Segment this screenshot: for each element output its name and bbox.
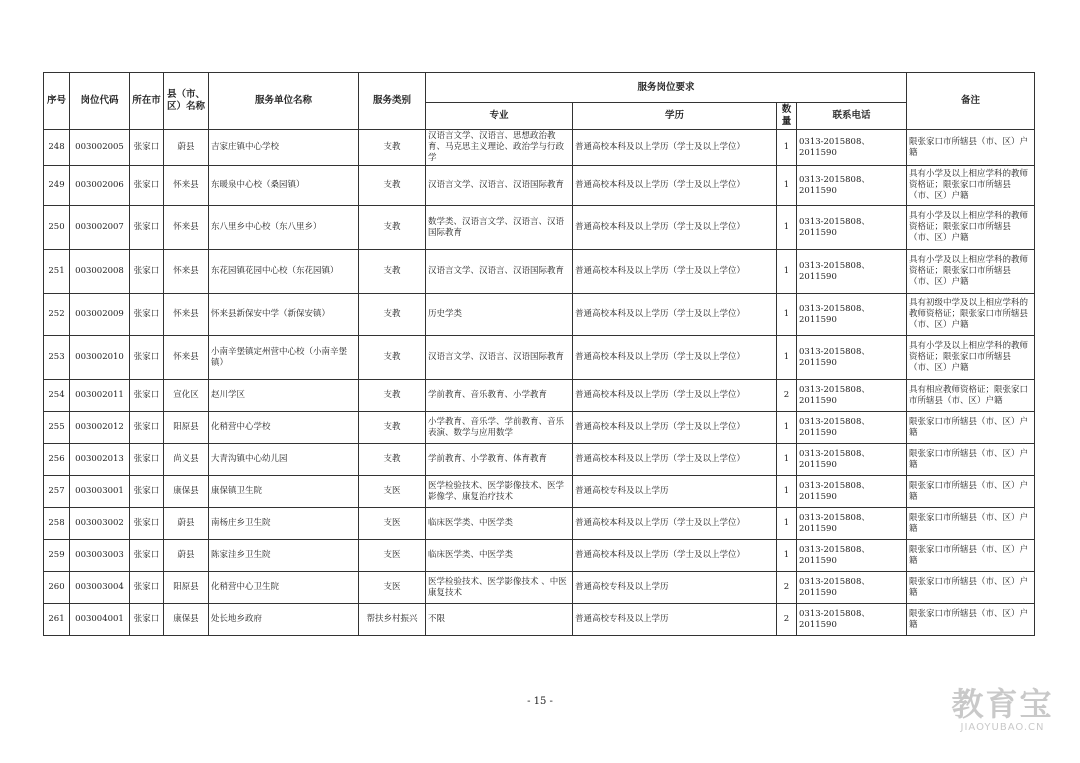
- cell-remark: 限张家口市所辖县（市、区）户籍: [907, 540, 1035, 572]
- cell-education: 普通高校本科及以上学历（学士及以上学位）: [573, 444, 777, 476]
- header-service: 服务类别: [359, 73, 426, 130]
- table-row: [44, 130, 1035, 166]
- watermark-cn: 教育宝: [951, 685, 1054, 723]
- cell-education: 普通高校本科及以上学历（学士及以上学位）: [573, 380, 777, 412]
- cell-service: 支医: [359, 540, 426, 572]
- cell-service: 支教: [359, 166, 426, 206]
- cell-quantity: 1: [777, 476, 797, 508]
- cell-county: 尚义县: [164, 444, 209, 476]
- cell-seq: 257: [44, 476, 70, 508]
- cell-remark: 限张家口市所辖县（市、区）户籍: [907, 412, 1035, 444]
- cell-unit: 陈家洼乡卫生院: [209, 540, 359, 572]
- cell-major: 汉语言文学、汉语言、汉语国际教育: [426, 336, 573, 380]
- cell-unit: 东八里乡中心校（东八里乡）: [209, 206, 359, 250]
- cell-education: 普通高校本科及以上学历（学士及以上学位）: [573, 130, 777, 166]
- header-county: 县（市、区）名称: [164, 73, 209, 130]
- cell-seq: 261: [44, 604, 70, 636]
- cell-education: 普通高校本科及以上学历（学士及以上学位）: [573, 336, 777, 380]
- cell-seq: 250: [44, 206, 70, 250]
- cell-seq: 253: [44, 336, 70, 380]
- cell-seq: 256: [44, 444, 70, 476]
- cell-remark: 限张家口市所辖县（市、区）户籍: [907, 476, 1035, 508]
- cell-code: 003003001: [70, 476, 130, 508]
- cell-major: 临床医学类、中医学类: [426, 540, 573, 572]
- cell-quantity: 1: [777, 444, 797, 476]
- cell-phone: 0313-2015808、2011590: [797, 540, 907, 572]
- cell-major: 医学检验技术、医学影像技术、医学影像学、康复治疗技术: [426, 476, 573, 508]
- cell-phone: 0313-2015808、2011590: [797, 508, 907, 540]
- cell-major: 汉语言文学、汉语言、汉语国际教育: [426, 250, 573, 294]
- cell-county: 蔚县: [164, 508, 209, 540]
- header-unit: 服务单位名称: [209, 73, 359, 130]
- cell-seq: 258: [44, 508, 70, 540]
- cell-code: 003002008: [70, 250, 130, 294]
- cell-code: 003003003: [70, 540, 130, 572]
- cell-remark: 限张家口市所辖县（市、区）户籍: [907, 572, 1035, 604]
- table-row: [44, 206, 1035, 250]
- header-phone: 联系电话: [797, 103, 907, 130]
- cell-city: 张家口: [130, 294, 164, 336]
- cell-city: 张家口: [130, 206, 164, 250]
- cell-quantity: 1: [777, 250, 797, 294]
- cell-remark: 具有相应教师资格证；限张家口市所辖县（市、区）户籍: [907, 380, 1035, 412]
- cell-phone: 0313-2015808、2011590: [797, 130, 907, 166]
- cell-remark: 具有小学及以上相应学科的教师资格证；限张家口市所辖县（市、区）户籍: [907, 166, 1035, 206]
- cell-service: 支教: [359, 250, 426, 294]
- cell-unit: 赵川学区: [209, 380, 359, 412]
- table-row: [44, 166, 1035, 206]
- cell-county: 怀来县: [164, 206, 209, 250]
- cell-city: 张家口: [130, 604, 164, 636]
- cell-county: 宣化区: [164, 380, 209, 412]
- cell-education: 普通高校本科及以上学历（学士及以上学位）: [573, 508, 777, 540]
- cell-service: 支教: [359, 380, 426, 412]
- cell-service: 支教: [359, 206, 426, 250]
- cell-education: 普通高校本科及以上学历（学士及以上学位）: [573, 412, 777, 444]
- cell-quantity: 1: [777, 294, 797, 336]
- cell-unit: 怀来县新保安中学（新保安镇）: [209, 294, 359, 336]
- cell-major: 学前教育、音乐教育、小学教育: [426, 380, 573, 412]
- cell-city: 张家口: [130, 380, 164, 412]
- table-row: [44, 412, 1035, 444]
- cell-county: 蔚县: [164, 540, 209, 572]
- cell-seq: 249: [44, 166, 70, 206]
- cell-quantity: 1: [777, 508, 797, 540]
- cell-city: 张家口: [130, 130, 164, 166]
- cell-quantity: 2: [777, 572, 797, 604]
- cell-code: 003004001: [70, 604, 130, 636]
- cell-code: 003002010: [70, 336, 130, 380]
- cell-major: 小学教育、音乐学、学前教育、音乐表演、数学与应用数学: [426, 412, 573, 444]
- cell-major: 汉语言文学、汉语言、思想政治教育、马克思主义理论、政治学与行政学: [426, 130, 573, 166]
- cell-quantity: 2: [777, 380, 797, 412]
- header-requirements: 服务岗位要求: [426, 73, 907, 103]
- cell-quantity: 1: [777, 166, 797, 206]
- cell-phone: 0313-2015808、2011590: [797, 336, 907, 380]
- cell-seq: 254: [44, 380, 70, 412]
- cell-phone: 0313-2015808、2011590: [797, 604, 907, 636]
- cell-unit: 东花园镇花园中心校（东花园镇）: [209, 250, 359, 294]
- cell-remark: 具有初级中学及以上相应学科的教师资格证；限张家口市所辖县（市、区）户籍: [907, 294, 1035, 336]
- cell-city: 张家口: [130, 412, 164, 444]
- cell-seq: 255: [44, 412, 70, 444]
- cell-remark: 限张家口市所辖县（市、区）户籍: [907, 444, 1035, 476]
- cell-seq: 259: [44, 540, 70, 572]
- cell-unit: 小南辛堡镇定州营中心校（小南辛堡镇）: [209, 336, 359, 380]
- header-major: 专业: [426, 103, 573, 130]
- cell-service: 支教: [359, 294, 426, 336]
- cell-code: 003003002: [70, 508, 130, 540]
- table-row: [44, 476, 1035, 508]
- table-row: [44, 294, 1035, 336]
- cell-code: 003002007: [70, 206, 130, 250]
- cell-phone: 0313-2015808、2011590: [797, 380, 907, 412]
- cell-phone: 0313-2015808、2011590: [797, 412, 907, 444]
- cell-city: 张家口: [130, 444, 164, 476]
- cell-remark: 限张家口市所辖县（市、区）户籍: [907, 130, 1035, 166]
- cell-unit: 化稍营中心学校: [209, 412, 359, 444]
- table-row: [44, 572, 1035, 604]
- header-education: 学历: [573, 103, 777, 130]
- cell-service: 支教: [359, 444, 426, 476]
- cell-service: 支教: [359, 130, 426, 166]
- cell-education: 普通高校本科及以上学历（学士及以上学位）: [573, 540, 777, 572]
- cell-quantity: 1: [777, 336, 797, 380]
- cell-phone: 0313-2015808、2011590: [797, 572, 907, 604]
- cell-education: 普通高校本科及以上学历（学士及以上学位）: [573, 250, 777, 294]
- table-row: [44, 336, 1035, 380]
- cell-city: 张家口: [130, 540, 164, 572]
- cell-city: 张家口: [130, 336, 164, 380]
- cell-unit: 吉家庄镇中心学校: [209, 130, 359, 166]
- cell-county: 怀来县: [164, 336, 209, 380]
- cell-unit: 南杨庄乡卫生院: [209, 508, 359, 540]
- cell-code: 003002013: [70, 444, 130, 476]
- cell-phone: 0313-2015808、2011590: [797, 206, 907, 250]
- cell-county: 康保县: [164, 476, 209, 508]
- cell-county: 怀来县: [164, 294, 209, 336]
- cell-quantity: 2: [777, 604, 797, 636]
- header-city: 所在市: [130, 73, 164, 130]
- cell-city: 张家口: [130, 250, 164, 294]
- cell-county: 怀来县: [164, 166, 209, 206]
- cell-education: 普通高校本科及以上学历（学士及以上学位）: [573, 294, 777, 336]
- page-number: - 15 -: [527, 696, 553, 707]
- cell-education: 普通高校本科及以上学历（学士及以上学位）: [573, 206, 777, 250]
- cell-remark: 具有小学及以上相应学科的教师资格证；限张家口市所辖县（市、区）户籍: [907, 206, 1035, 250]
- cell-code: 003002011: [70, 380, 130, 412]
- cell-county: 康保县: [164, 604, 209, 636]
- header-quantity: 数量: [777, 103, 797, 130]
- cell-seq: 252: [44, 294, 70, 336]
- cell-code: 003002009: [70, 294, 130, 336]
- cell-county: 蔚县: [164, 130, 209, 166]
- cell-code: 003002005: [70, 130, 130, 166]
- cell-county: 阳原县: [164, 572, 209, 604]
- cell-city: 张家口: [130, 166, 164, 206]
- cell-phone: 0313-2015808、2011590: [797, 476, 907, 508]
- header-code: 岗位代码: [70, 73, 130, 130]
- job-positions-table: [43, 72, 1035, 636]
- cell-education: 普通高校本科及以上学历（学士及以上学位）: [573, 166, 777, 206]
- cell-quantity: 1: [777, 412, 797, 444]
- table-row: [44, 444, 1035, 476]
- table-row: [44, 540, 1035, 572]
- cell-code: 003002012: [70, 412, 130, 444]
- cell-service: 支教: [359, 412, 426, 444]
- cell-city: 张家口: [130, 572, 164, 604]
- cell-city: 张家口: [130, 476, 164, 508]
- cell-unit: 康保镇卫生院: [209, 476, 359, 508]
- cell-major: 不限: [426, 604, 573, 636]
- cell-major: 临床医学类、中医学类: [426, 508, 573, 540]
- cell-unit: 化稍营中心卫生院: [209, 572, 359, 604]
- cell-county: 怀来县: [164, 250, 209, 294]
- cell-education: 普通高校专科及以上学历: [573, 572, 777, 604]
- cell-seq: 260: [44, 572, 70, 604]
- header-seq: 序号: [44, 73, 70, 130]
- table-row: [44, 250, 1035, 294]
- cell-service: 支教: [359, 336, 426, 380]
- cell-quantity: 1: [777, 206, 797, 250]
- cell-quantity: 1: [777, 130, 797, 166]
- cell-remark: 限张家口市所辖县（市、区）户籍: [907, 508, 1035, 540]
- cell-county: 阳原县: [164, 412, 209, 444]
- cell-service: 支医: [359, 508, 426, 540]
- cell-city: 张家口: [130, 508, 164, 540]
- cell-phone: 0313-2015808、2011590: [797, 294, 907, 336]
- table-row: [44, 508, 1035, 540]
- cell-service: 支医: [359, 572, 426, 604]
- table-row: [44, 604, 1035, 636]
- cell-service: 支医: [359, 476, 426, 508]
- cell-education: 普通高校专科及以上学历: [573, 604, 777, 636]
- cell-major: 学前教育、小学教育、体育教育: [426, 444, 573, 476]
- cell-quantity: 1: [777, 540, 797, 572]
- cell-remark: 具有小学及以上相应学科的教师资格证；限张家口市所辖县（市、区）户籍: [907, 250, 1035, 294]
- cell-phone: 0313-2015808、2011590: [797, 166, 907, 206]
- cell-major: 汉语言文学、汉语言、汉语国际教育: [426, 166, 573, 206]
- table-row: [44, 380, 1035, 412]
- cell-unit: 处长地乡政府: [209, 604, 359, 636]
- cell-remark: 限张家口市所辖县（市、区）户籍: [907, 604, 1035, 636]
- cell-major: 历史学类: [426, 294, 573, 336]
- cell-unit: 东暖泉中心校（桑园镇）: [209, 166, 359, 206]
- cell-seq: 251: [44, 250, 70, 294]
- cell-major: 医学检验技术、医学影像技术 、中医康复技术: [426, 572, 573, 604]
- watermark-logo: [940, 686, 1065, 733]
- cell-remark: 具有小学及以上相应学科的教师资格证；限张家口市所辖县（市、区）户籍: [907, 336, 1035, 380]
- cell-code: 003002006: [70, 166, 130, 206]
- cell-major: 数学类、汉语言文学、汉语言、汉语国际教育: [426, 206, 573, 250]
- watermark-en: JIAOYUBAO.CN: [960, 722, 1045, 733]
- cell-phone: 0313-2015808、2011590: [797, 250, 907, 294]
- cell-unit: 大青沟镇中心幼儿园: [209, 444, 359, 476]
- cell-education: 普通高校专科及以上学历: [573, 476, 777, 508]
- cell-service: 帮扶乡村振兴: [359, 604, 426, 636]
- cell-code: 003003004: [70, 572, 130, 604]
- cell-phone: 0313-2015808、2011590: [797, 444, 907, 476]
- header-remark: 备注: [907, 73, 1035, 130]
- cell-seq: 248: [44, 130, 70, 166]
